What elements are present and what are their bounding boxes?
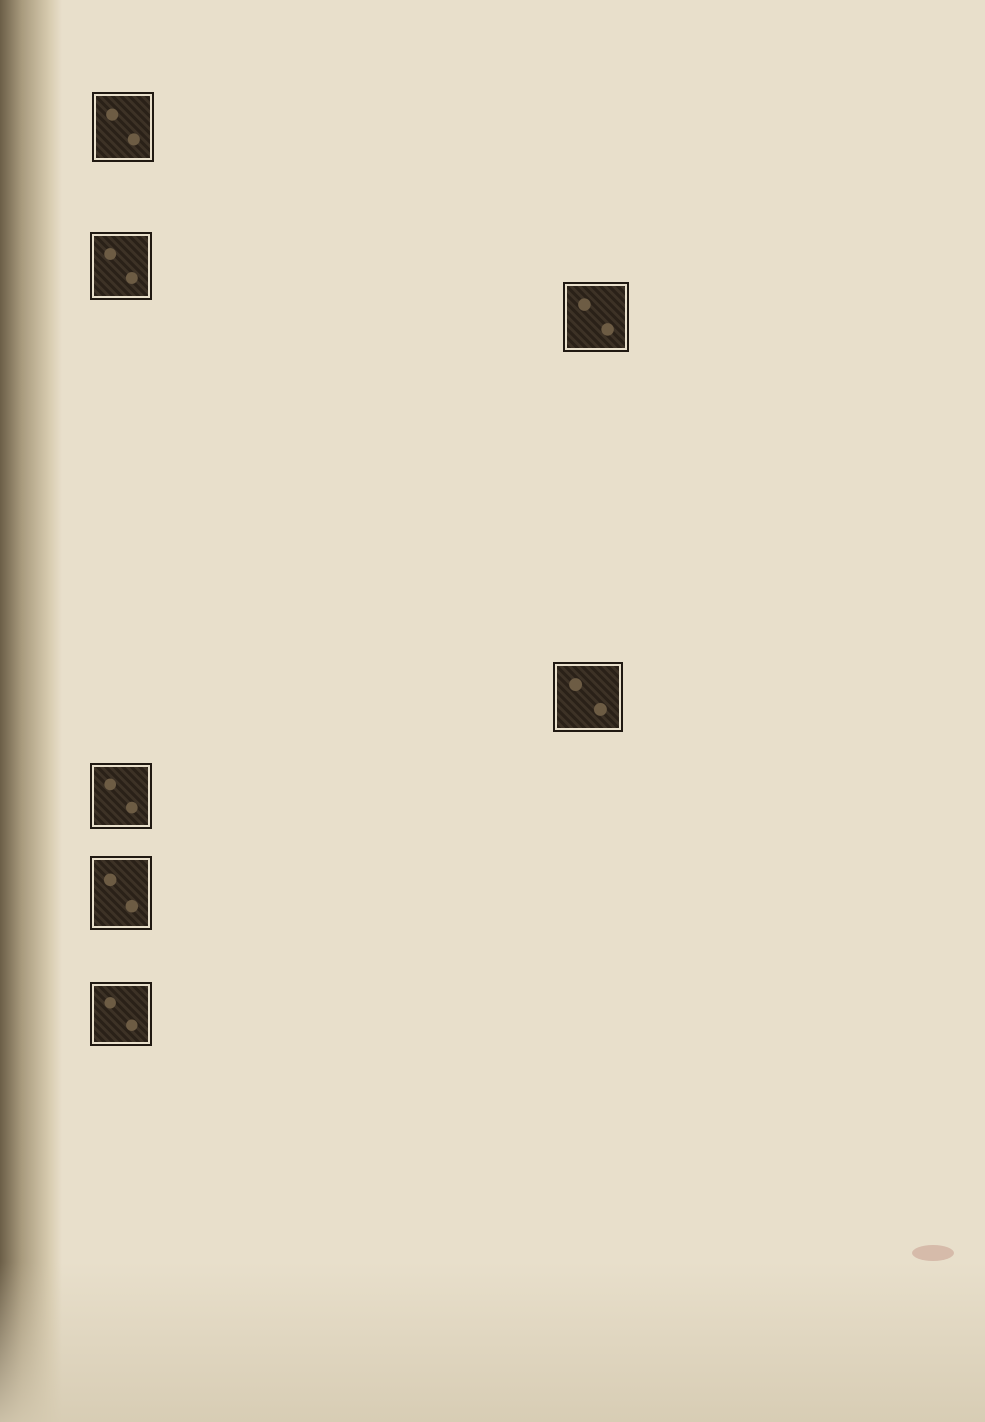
page-bottom-shading (0, 1262, 985, 1422)
page-gutter-shadow (0, 0, 62, 1422)
decorated-initial-a-top (92, 92, 154, 162)
decorated-initial-a-right (553, 662, 623, 732)
decorated-initial-s-left (90, 232, 152, 300)
decorated-initial-q-left (90, 982, 152, 1046)
page-stain (912, 1245, 954, 1261)
decorated-initial-s-right (563, 282, 629, 352)
decorated-initial-a-left (90, 763, 152, 829)
decorated-initial-d-left (90, 856, 152, 930)
